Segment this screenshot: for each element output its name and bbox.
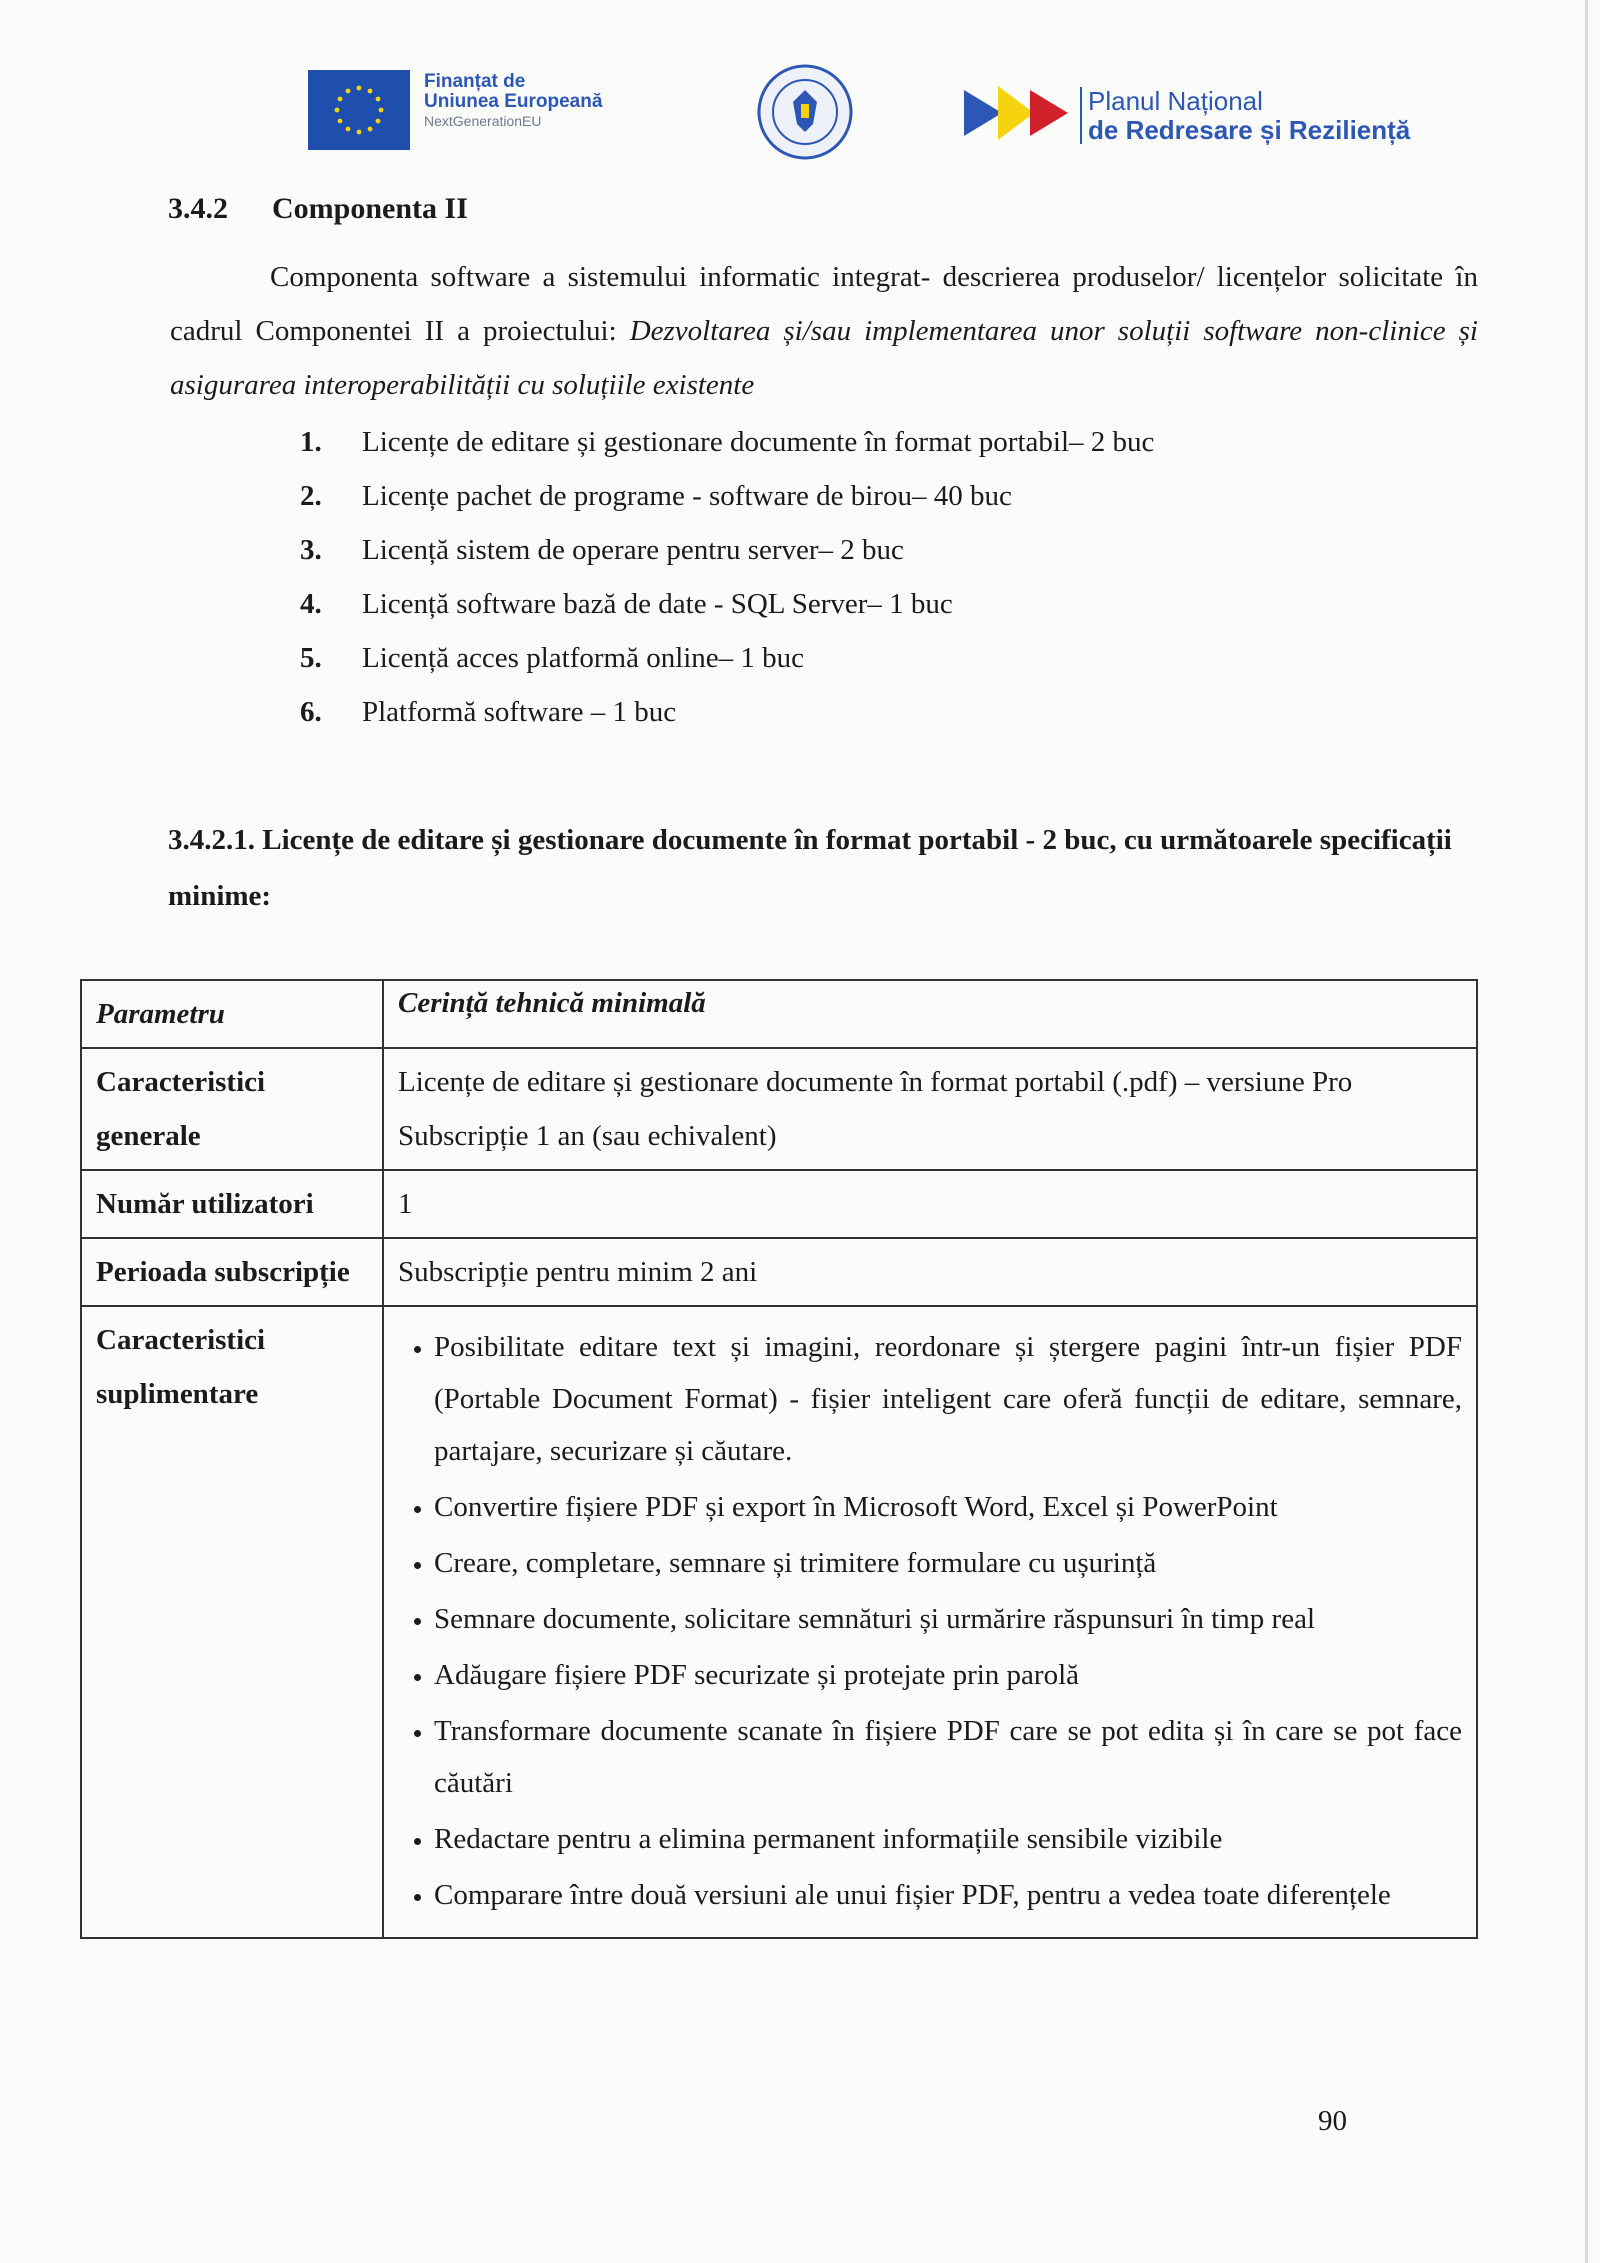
header-requirement: Cerință tehnică minimală bbox=[383, 980, 1477, 1048]
eu-flag-logo bbox=[308, 70, 410, 150]
table-header-row bbox=[81, 980, 1477, 1048]
row-parameter: Caracteristici suplimentare bbox=[81, 1306, 383, 1938]
row-parameter: Număr utilizatori bbox=[81, 1170, 383, 1238]
list-item: 1. Licențe de editare și gestionare documente în format portabil– 2 buc bbox=[300, 426, 1155, 458]
eu-funding-label bbox=[424, 72, 602, 129]
features-list bbox=[398, 1321, 1462, 1921]
pnrr-line-1: Planul Național bbox=[1088, 86, 1263, 116]
subsection-heading: 3.4.2.1. Licențe de editare și gestionare documente în format portabil - 2 buc, cu următoarele specificații minime: bbox=[168, 824, 1452, 912]
row-value: 1 bbox=[383, 1170, 1477, 1238]
eu-line-1: Finanțat de bbox=[424, 71, 526, 92]
feature-item: • Posibilitate editare text și imagini, reordonare și ștergere pagini într-un fișier PDF (Portable Document Format) - fișier inteligent care oferă funcții de editare, semnare, partajare, securizare și căutare. bbox=[434, 1321, 1462, 1477]
table-row bbox=[81, 1048, 1477, 1170]
list-item: 4. Licență software bază de date - SQL Server– 1 buc bbox=[300, 588, 953, 620]
feature-item: • Semnare documente, solicitare semnături și urmărire răspunsuri în timp real bbox=[434, 1593, 1462, 1645]
table-row bbox=[81, 1238, 1477, 1306]
section-intro bbox=[170, 250, 1478, 412]
section-title: Componenta II bbox=[272, 192, 468, 225]
eu-line-3: NextGenerationEU bbox=[424, 112, 542, 129]
section-number: 3.4.2 bbox=[168, 192, 228, 225]
page-number: 90 bbox=[1318, 2105, 1347, 2137]
intro-project-name: Dezvoltarea și/sau implementarea unor soluții software non-clinice și asigurarea interoperabilității cu soluțiile existente bbox=[170, 315, 1478, 401]
feature-item: • Transformare documente scanate în fișiere PDF care se pot edita și în care se pot face căutări bbox=[434, 1705, 1462, 1809]
feature-item: • Convertire fișiere PDF și export în Microsoft Word, Excel și PowerPoint bbox=[434, 1481, 1462, 1533]
pnrr-arrow-logo bbox=[964, 82, 1074, 144]
page-edge-divider bbox=[1585, 0, 1588, 2263]
product-list bbox=[300, 415, 1154, 739]
row-value: Subscripție pentru minim 2 ani bbox=[383, 1238, 1477, 1306]
list-item: 6. Platformă software – 1 buc bbox=[300, 696, 677, 728]
table-row bbox=[81, 1306, 1477, 1938]
row-parameter: Caracteristici generale bbox=[81, 1048, 383, 1170]
feature-item: • Creare, completare, semnare și trimitere formulare cu ușurință bbox=[434, 1537, 1462, 1589]
intro-text: Componenta software a sistemului informatic integrat- descrierea produselor/ licențelor solicitate în cadrul Componentei II a proiectului: bbox=[170, 261, 1478, 347]
list-item: 3. Licență sistem de operare pentru server– 2 buc bbox=[300, 534, 904, 566]
row-value bbox=[383, 1306, 1477, 1938]
list-item: 2. Licențe pachet de programe - software de birou– 40 buc bbox=[300, 480, 1012, 512]
feature-item: • Adăugare fișiere PDF securizate și protejate prin parolă bbox=[434, 1649, 1462, 1701]
table-row bbox=[81, 1170, 1477, 1238]
header-parameter: Parametru bbox=[81, 980, 383, 1048]
eu-line-2: Uniunea Europeană bbox=[424, 90, 603, 112]
row-value: Licențe de editare și gestionare documente în format portabil (.pdf) – versiune Pro Subscripție 1 an (sau echivalent) bbox=[383, 1048, 1477, 1170]
pnrr-label bbox=[1080, 87, 1410, 144]
list-item: 5. Licență acces platformă online– 1 buc bbox=[300, 642, 805, 674]
feature-item: • Comparare între două versiuni ale unui fișier PDF, pentru a vedea toate diferențele bbox=[434, 1869, 1462, 1921]
government-seal-logo bbox=[755, 62, 855, 162]
row-parameter: Perioada subscripție bbox=[81, 1238, 383, 1306]
pnrr-line-2: de Redresare și Reziliență bbox=[1088, 114, 1411, 145]
feature-item: • Redactare pentru a elimina permanent informațiile sensibile vizibile bbox=[434, 1813, 1462, 1865]
specification-table bbox=[80, 979, 1478, 1939]
